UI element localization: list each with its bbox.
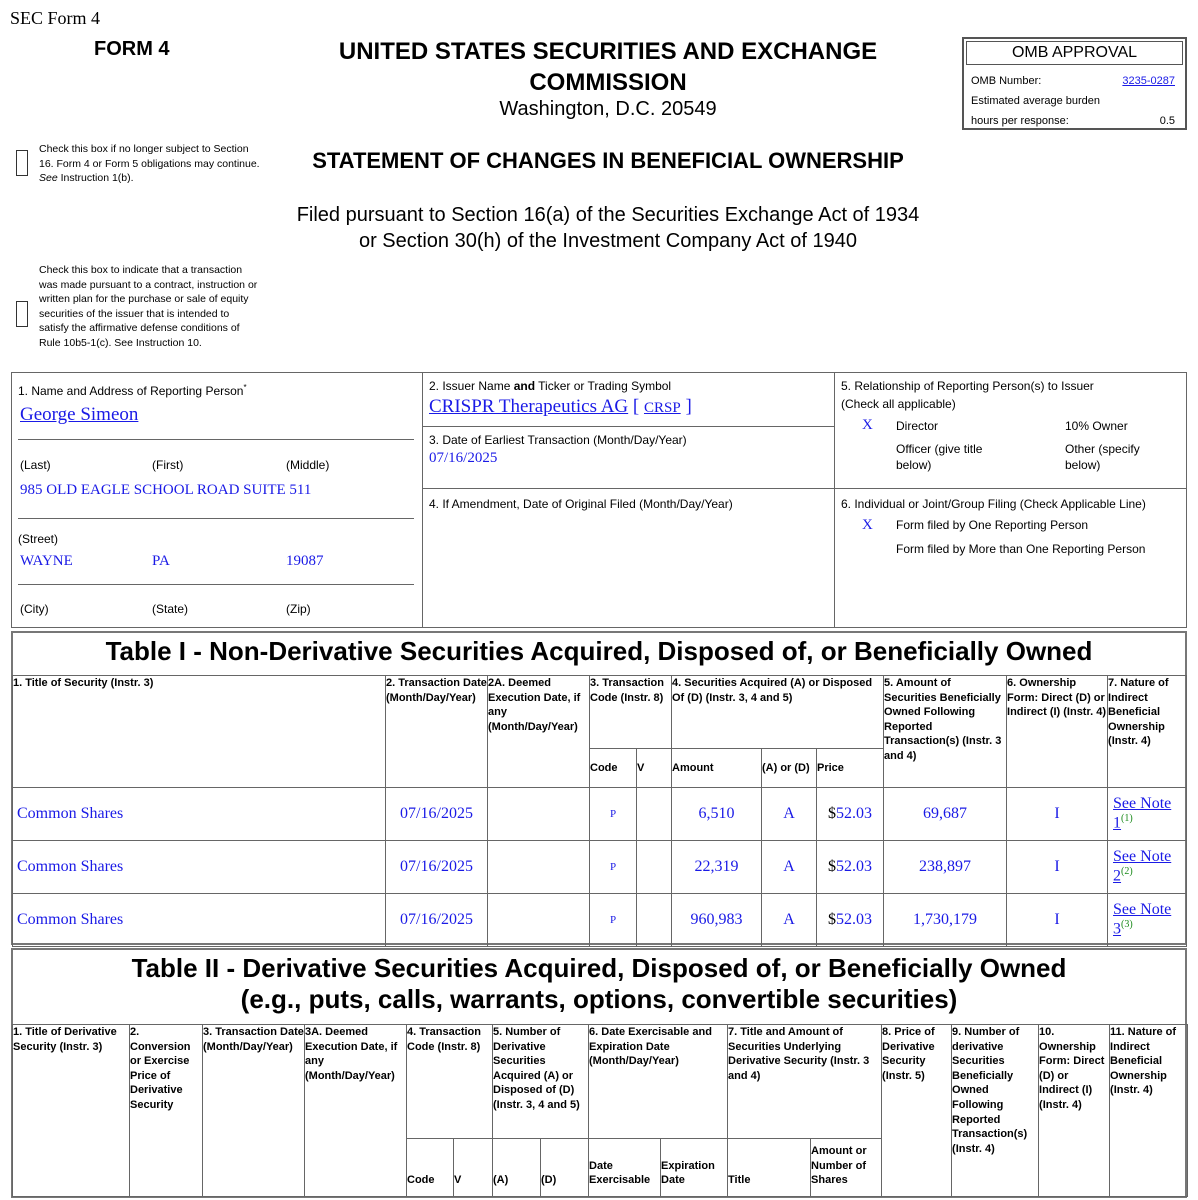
table-2-title-line-1: Table II - Derivative Securities Acquired, Disposed of, or Beneficially Owned (131, 953, 1067, 983)
column-divider (422, 372, 423, 628)
table-2-title-line-2: (e.g., puts, calls, warrants, options, convertible securities) (240, 984, 958, 1014)
earliest-transaction-label: 3. Date of Earliest Transaction (Month/Day/Year) (429, 433, 687, 447)
street-underline (18, 518, 414, 519)
table-row (13, 841, 1187, 894)
t1-row-2-deemed (488, 841, 590, 894)
t1-row-1-owned: 69,687 (884, 788, 1007, 841)
agency-line-1: UNITED STATES SECURITIES AND EXCHANGE (338, 38, 878, 65)
one-person-check-mark: X (862, 517, 873, 533)
other-label: Other (specify below) (1065, 442, 1140, 472)
state-label: (State) (152, 602, 189, 616)
t1-row-3-a-or-d: A (762, 894, 817, 947)
t2-header-transaction-date: 3. Transaction Date (Month/Day/Year) (203, 1025, 305, 1197)
t1-row-3-v (637, 894, 672, 947)
t1-row-1-deemed (488, 788, 590, 841)
t2-header-title-sub: Title (728, 1139, 811, 1197)
t1-row-1-code: P (590, 788, 637, 841)
t2-header-title: 1. Title of Derivative Security (Instr. 3) (13, 1025, 130, 1197)
t2-header-v: V (454, 1139, 493, 1197)
amendment-label: 4. If Amendment, Date of Original Filed (Month/Day/Year) (429, 497, 733, 511)
t1-row-3-code: P (590, 894, 637, 947)
omb-number-link[interactable]: 3235-0287 (1122, 75, 1175, 87)
agency-title (290, 36, 926, 98)
t2-header-ownership-form: 10. Ownership Form: Direct (D) or Indirect (I) (Instr. 4) (1039, 1025, 1110, 1197)
t1-row-1-price: $52.03 (817, 788, 884, 841)
state-value: PA (152, 553, 170, 569)
one-person-label: Form filed by One Reporting Person (896, 518, 1089, 532)
omb-approval-box (962, 37, 1187, 130)
last-name-label: (Last) (20, 458, 51, 472)
sec-form-label: SEC Form 4 (10, 8, 101, 28)
t2-header-nature-indirect: 11. Nature of Indirect Beneficial Ownership (Instr. 4) (1110, 1025, 1188, 1197)
table-1-title: Table I - Non-Derivative Securities Acquired, Disposed of, or Beneficially Owned (105, 636, 1093, 666)
filing-type-label: 6. Individual or Joint/Group Filing (Check Applicable Line) (841, 497, 1146, 511)
omb-hours-row (971, 115, 1175, 127)
t2-header-transaction-code: 4. Transaction Code (Instr. 8) (407, 1025, 493, 1139)
t1-row-1-v (637, 788, 672, 841)
t1-row-2-price: $52.03 (817, 841, 884, 894)
officer-label: Officer (give title below) (896, 442, 983, 472)
omb-number-row (971, 75, 1175, 87)
t1-header-amount: Amount (672, 749, 762, 788)
name-underline (18, 439, 414, 440)
t1-row-1-amount: 6,510 (672, 788, 762, 841)
section16-checkbox[interactable] (16, 150, 28, 176)
issuer-label: 2. Issuer Name and Ticker or Trading Symbol (429, 379, 672, 393)
omb-hours-value: 0.5 (1159, 115, 1175, 127)
t2-header-underlying: 7. Title and Amount of Securities Underlying Derivative Security (Instr. 3 and 4) (728, 1025, 882, 1139)
omb-hours-label: hours per response: (971, 115, 1069, 127)
t1-row-3-date: 07/16/2025 (386, 894, 488, 947)
t1-row-1-a-or-d: A (762, 788, 817, 841)
t1-row-2-date: 07/16/2025 (386, 841, 488, 894)
section16-checkbox-text: Check this box if no longer subject to Section 16. Form 4 or Form 5 obligations may continue. See Instruction 1(b). (39, 143, 260, 185)
t1-header-a-or-d: (A) or (D) (762, 749, 817, 788)
street-address-value: 985 OLD EAGLE SCHOOL ROAD SUITE 511 (20, 482, 312, 498)
t1-row-2-v (637, 841, 672, 894)
director-check-mark: X (862, 417, 873, 433)
t2-header-expiration-date: Expiration Date (661, 1139, 728, 1197)
t1-row-3-security: Common Shares (13, 894, 386, 947)
t2-header-conversion-price: 2. Conversion or Exercise Price of Derivative Security (130, 1025, 203, 1197)
t2-header-price: 8. Price of Derivative Security (Instr. 5) (882, 1025, 952, 1197)
omb-burden-row (971, 95, 1175, 107)
table-row (13, 788, 1187, 841)
t1-row-1-ownership-form: I (1007, 788, 1108, 841)
t1-header-nature-indirect: 7. Nature of Indirect Beneficial Ownership (Instr. 4) (1108, 676, 1187, 788)
agency-line-2: COMMISSION (529, 69, 687, 96)
divider (422, 488, 834, 489)
table-1 (12, 675, 1187, 947)
t1-header-v: V (637, 749, 672, 788)
earliest-transaction-value: 07/16/2025 (429, 450, 498, 466)
table-row (13, 894, 1187, 947)
omb-number-label: OMB Number: (971, 75, 1042, 87)
t2-header-code: Code (407, 1139, 454, 1197)
table-2-title (11, 953, 1187, 1015)
relationship-sublabel: (Check all applicable) (841, 397, 956, 411)
t1-row-2-owned: 238,897 (884, 841, 1007, 894)
see-note-2-link[interactable]: See Note 2 (1113, 848, 1172, 885)
t1-header-code: Code (590, 749, 637, 788)
t1-row-3-owned: 1,730,179 (884, 894, 1007, 947)
table-2 (12, 1024, 1188, 1197)
divider (422, 426, 834, 427)
city-underline (18, 584, 414, 585)
t1-row-3-ownership-form: I (1007, 894, 1108, 947)
t2-header-d: (D) (541, 1139, 589, 1197)
t1-row-1-security: Common Shares (13, 788, 386, 841)
zip-label: (Zip) (286, 602, 311, 616)
t2-header-amount-shares: Amount or Number of Shares (811, 1139, 882, 1197)
t1-row-2-nature (1108, 841, 1187, 894)
first-name-label: (First) (152, 458, 184, 472)
t2-header-date-exercisable-sub: Date Exercisable (589, 1139, 661, 1197)
reporting-person-name[interactable]: George Simeon (20, 404, 139, 425)
t2-header-a: (A) (493, 1139, 541, 1197)
filed-pursuant-line-1: Filed pursuant to Section 16(a) of the Securities Exchange Act of 1934 (296, 204, 920, 226)
issuer-name-row (429, 396, 692, 418)
t1-row-1-date: 07/16/2025 (386, 788, 488, 841)
t1-header-ownership-form: 6. Ownership Form: Direct (D) or Indirect (I) (Instr. 4) (1007, 676, 1108, 788)
t2-header-number-owned: 9. Number of derivative Securities Beneficially Owned Following Reported Transaction(s) (Instr. 4) (952, 1025, 1039, 1197)
middle-name-label: (Middle) (286, 458, 330, 472)
t1-row-1-nature (1108, 788, 1187, 841)
director-label: Director (896, 419, 939, 433)
filed-pursuant-line-2: or Section 30(h) of the Investment Company Act of 1940 (358, 230, 858, 252)
footnote-1-ref: (1) (1121, 813, 1133, 825)
rule-10b5-1-checkbox[interactable] (16, 301, 28, 327)
t2-header-deemed-date: 3A. Deemed Execution Date, if any (Month/Day/Year) (305, 1025, 407, 1197)
t1-header-transaction-code: 3. Transaction Code (Instr. 8) (590, 676, 672, 749)
t1-header-acquired-disposed: 4. Securities Acquired (A) or Disposed Of (D) (Instr. 3, 4 and 5) (672, 676, 884, 749)
more-persons-label: Form filed by More than One Reporting Person (896, 542, 1146, 556)
t1-row-2-a-or-d: A (762, 841, 817, 894)
city-label: (City) (20, 602, 49, 616)
t2-header-number-derivative: 5. Number of Derivative Securities Acquired (A) or Disposed of (D) (Instr. 3, 4 and 5) (493, 1025, 589, 1139)
t1-row-3-price: $52.03 (817, 894, 884, 947)
omb-approval-title: OMB APPROVAL (966, 41, 1183, 65)
t1-row-3-deemed (488, 894, 590, 947)
omb-burden-label: Estimated average burden (971, 95, 1101, 107)
footnote-2-ref: (2) (1121, 866, 1133, 878)
statement-title: STATEMENT OF CHANGES IN BENEFICIAL OWNERSHIP (312, 148, 904, 173)
t2-header-date-exercisable: 6. Date Exercisable and Expiration Date (Month/Day/Year) (589, 1025, 728, 1139)
t1-row-3-nature (1108, 894, 1187, 947)
t1-row-2-amount: 22,319 (672, 841, 762, 894)
column-divider (834, 372, 835, 628)
t1-row-2-security: Common Shares (13, 841, 386, 894)
ticker-bracket-close: ] (685, 396, 692, 417)
agency-city: Washington, D.C. 20549 (499, 98, 717, 120)
divider (834, 488, 1187, 489)
t1-header-deemed-date: 2A. Deemed Execution Date, if any (Month/Day/Year) (488, 676, 590, 788)
t1-header-amount-following: 5. Amount of Securities Beneficially Owned Following Reported Transaction(s) (Instr. 3 and 4) (884, 676, 1007, 788)
issuer-ticker-link[interactable]: CRSP (643, 400, 681, 416)
t1-row-3-amount: 960,983 (672, 894, 762, 947)
ticker-bracket-open: [ (632, 396, 640, 417)
see-note-1-link[interactable]: See Note 1 (1113, 795, 1172, 832)
city-value: WAYNE (20, 553, 73, 569)
street-label: (Street) (18, 532, 59, 546)
rule-10b5-1-checkbox-text: Check this box to indicate that a transaction was made pursuant to a contract, instruction or written plan for the purchase or sale of equity securities of the issuer that is intended to satisfy the affirmative defense conditions of Rule 10b5-1(c). See Instruction 10. (39, 264, 258, 349)
form-label: FORM 4 (94, 38, 170, 60)
issuer-name-link[interactable]: CRISPR Therapeutics AG (429, 396, 629, 417)
t1-row-2-code: P (590, 841, 637, 894)
footnote-3-ref: (3) (1121, 919, 1133, 931)
reporting-person-label: 1. Name and Address of Reporting Person* (18, 383, 247, 398)
t1-header-title-of-security: 1. Title of Security (Instr. 3) (13, 676, 386, 788)
t1-header-transaction-date: 2. Transaction Date (Month/Day/Year) (386, 676, 488, 788)
relationship-label: 5. Relationship of Reporting Person(s) to Issuer (841, 379, 1094, 393)
zip-value: 19087 (286, 553, 324, 569)
t1-row-2-ownership-form: I (1007, 841, 1108, 894)
ten-percent-owner-label: 10% Owner (1065, 419, 1128, 433)
t1-header-price: Price (817, 749, 884, 788)
see-note-3-link[interactable]: See Note 3 (1113, 901, 1172, 938)
